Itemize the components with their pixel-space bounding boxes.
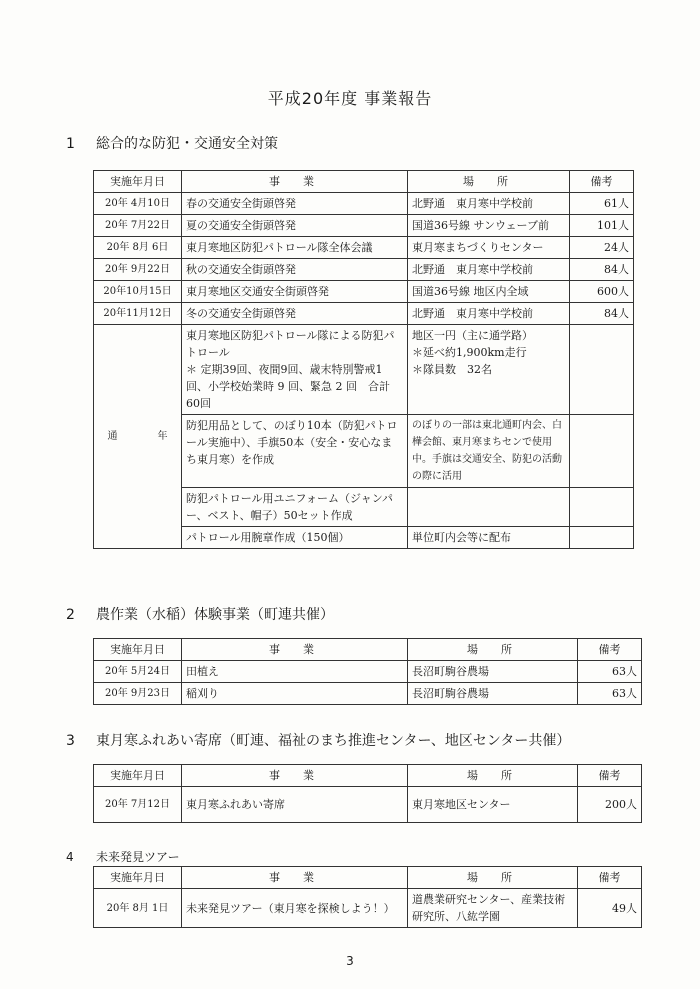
cell-date: 20年 9月22日 — [94, 259, 182, 281]
cell-place: 道農業研究センター、産業技術研究所、八紘学園 — [408, 889, 578, 928]
cell-event: 東月寒地区防犯パトロール隊による防犯パトロール ＊ 定期39回、夜間9回、歳末特別警戒1回、小学校始業時 9 回、緊急 2 回 合計60回 — [182, 325, 408, 415]
cell-event: 未来発見ツアー（東月寒を探検しよう！） — [182, 889, 408, 928]
table-section-4 — [93, 866, 642, 928]
section-number: 1 — [66, 136, 75, 152]
cell-event: 夏の交通安全街頭啓発 — [182, 215, 408, 237]
section-number: 4 — [66, 850, 74, 864]
header-note: 備考 — [578, 765, 642, 787]
table-row — [94, 259, 634, 281]
page-title: 平成20年度 事業報告 — [267, 89, 433, 108]
header-date: 実施年月日 — [94, 867, 182, 889]
cell-date: 20年 5月24日 — [94, 661, 182, 683]
table-section-3 — [93, 764, 642, 823]
section-heading-4 — [66, 848, 180, 865]
cell-count — [570, 325, 634, 415]
cell-date: 20年 7月12日 — [94, 787, 182, 823]
cell-event: 稲刈り — [182, 683, 408, 705]
section-heading-1 — [66, 133, 278, 153]
cell-date: 20年 8月 1日 — [94, 889, 182, 928]
table-section-1 — [93, 170, 634, 549]
cell-date: 20年 4月10日 — [94, 193, 182, 215]
header-date: 実施年月日 — [94, 171, 182, 193]
cell-event: 秋の交通安全街頭啓発 — [182, 259, 408, 281]
cell-date: 20年11月12日 — [94, 303, 182, 325]
cell-place: 北野通 東月寒中学校前 — [408, 303, 570, 325]
cell-place: 単位町内会等に配布 — [408, 527, 570, 549]
table-header-row — [94, 765, 642, 787]
cell-place — [408, 488, 570, 527]
cell-place: のぼりの一部は東北通町内会、白樺会館、東月寒まちセンで使用中。手旗は交通安全、防犯の活動の際に活用 — [408, 415, 570, 488]
section-number: 3 — [66, 733, 75, 749]
table-section-2 — [93, 638, 642, 705]
section-title: 未来発見ツアー — [96, 850, 180, 864]
cell-count: 101人 — [570, 215, 634, 237]
header-date: 実施年月日 — [94, 639, 182, 661]
page-number: 3 — [346, 954, 354, 968]
cell-count — [570, 527, 634, 549]
cell-event: 春の交通安全街頭啓発 — [182, 193, 408, 215]
header-place: 場 所 — [408, 639, 578, 661]
table-header-row — [94, 171, 634, 193]
cell-event: 防犯用品として、のぼり10本（防犯パトロール実施中）、手旗50本（安全・安心なまち東月寒）を作成 — [182, 415, 408, 488]
cell-place: 国道36号線 地区内全域 — [408, 281, 570, 303]
cell-event: 防犯パトロール用ユニフォーム（ジャンパー、ベスト、帽子）50セット作成 — [182, 488, 408, 527]
table-row — [94, 661, 642, 683]
table-row — [94, 215, 634, 237]
cell-count: 63人 — [578, 683, 642, 705]
cell-count: 61人 — [570, 193, 634, 215]
cell-event: 東月寒地区交通安全街頭啓発 — [182, 281, 408, 303]
cell-place: 北野通 東月寒中学校前 — [408, 259, 570, 281]
cell-event: パトロール用腕章作成（150個） — [182, 527, 408, 549]
cell-date: 20年 9月23日 — [94, 683, 182, 705]
cell-count — [570, 488, 634, 527]
section-title: 総合的な防犯・交通安全対策 — [96, 136, 278, 152]
section-title: 東月寒ふれあい寄席（町連、福祉のまち推進センター、地区センター共催） — [96, 733, 571, 749]
cell-place: 地区一円（主に通学路） ＊延べ約1,900km走行 ＊隊員数 32名 — [408, 325, 570, 415]
header-event: 事 業 — [182, 639, 408, 661]
cell-count: 24人 — [570, 237, 634, 259]
table-row — [94, 193, 634, 215]
cell-count: 84人 — [570, 303, 634, 325]
table-row — [94, 683, 642, 705]
header-place: 場 所 — [408, 867, 578, 889]
table-row — [94, 787, 642, 823]
section-heading-3 — [66, 730, 570, 750]
header-date: 実施年月日 — [94, 765, 182, 787]
cell-count: 63人 — [578, 661, 642, 683]
cell-place: 長沼町駒谷農場 — [408, 683, 578, 705]
table-header-row — [94, 867, 642, 889]
cell-count: 84人 — [570, 259, 634, 281]
cell-date: 20年 8月 6日 — [94, 237, 182, 259]
header-event: 事 業 — [182, 765, 408, 787]
cell-place: 国道36号線 サンウェーブ前 — [408, 215, 570, 237]
cell-place: 北野通 東月寒中学校前 — [408, 193, 570, 215]
cell-place: 東月寒まちづくりセンター — [408, 237, 570, 259]
cell-place: 東月寒地区センター — [408, 787, 578, 823]
cell-date: 20年10月15日 — [94, 281, 182, 303]
cell-event: 東月寒ふれあい寄席 — [182, 787, 408, 823]
section-number: 2 — [66, 607, 75, 623]
cell-event: 田植え — [182, 661, 408, 683]
table-row — [94, 281, 634, 303]
table-row — [94, 237, 634, 259]
header-note: 備考 — [578, 867, 642, 889]
cell-place: 長沼町駒谷農場 — [408, 661, 578, 683]
cell-count: 200人 — [578, 787, 642, 823]
cell-count: 600人 — [570, 281, 634, 303]
table-row — [94, 325, 634, 415]
cell-date-yearly: 通 年 — [94, 325, 182, 549]
section-heading-2 — [66, 604, 334, 624]
cell-date: 20年 7月22日 — [94, 215, 182, 237]
cell-count: 49人 — [578, 889, 642, 928]
cell-event: 冬の交通安全街頭啓発 — [182, 303, 408, 325]
table-row — [94, 889, 642, 928]
table-header-row — [94, 639, 642, 661]
cell-count — [570, 415, 634, 488]
header-place: 場 所 — [408, 171, 570, 193]
table-row — [94, 303, 634, 325]
header-event: 事 業 — [182, 867, 408, 889]
cell-event: 東月寒地区防犯パトロール隊全体会議 — [182, 237, 408, 259]
header-place: 場 所 — [408, 765, 578, 787]
header-note: 備考 — [578, 639, 642, 661]
header-event: 事 業 — [182, 171, 408, 193]
section-title: 農作業（水稲）体験事業（町連共催） — [96, 607, 334, 623]
header-note: 備考 — [570, 171, 634, 193]
